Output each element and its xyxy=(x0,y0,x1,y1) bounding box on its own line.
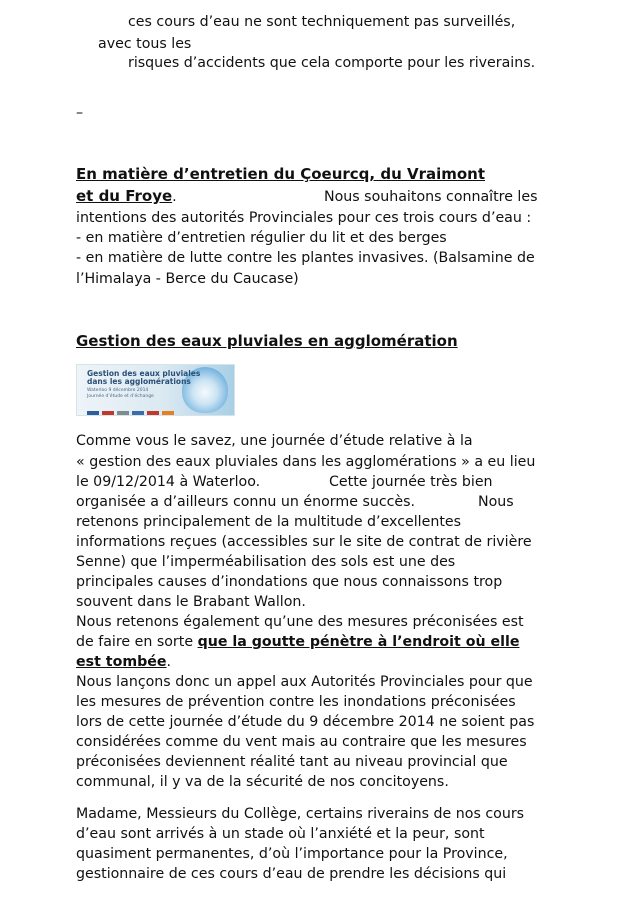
banner-title-line2: dans les agglomérations xyxy=(87,377,191,386)
text-line: « gestion des eaux pluviales dans les agglomérations » a eu lieu xyxy=(76,454,536,470)
text-line: informations reçues (accessibles sur le site de contrat de rivière xyxy=(76,534,532,550)
text-line: Nous retenons également qu’une des mesures préconisées est xyxy=(76,614,524,630)
text-fragment: de faire en sorte xyxy=(76,634,198,650)
text-line: quasiment permanentes, d’où l’importance pour la Province, xyxy=(76,846,508,862)
text-line: lors de cette journée d’étude du 9 décembre 2014 ne soient pas xyxy=(76,714,535,730)
text-line: considérées comme du vent mais au contraire que les mesures xyxy=(76,734,527,750)
text-line: souvent dans le Brabant Wallon. xyxy=(76,594,306,610)
text-line: avec tous les xyxy=(98,36,192,52)
logo-icon xyxy=(87,411,99,416)
text-line: Comme vous le savez, une journée d’étude relative à la xyxy=(76,433,473,449)
banner-subtitle2: Journée d’étude et d’échange xyxy=(87,394,154,399)
text-line: ces cours d’eau ne sont techniquement pas surveillés, xyxy=(128,14,516,30)
text-line: Cette journée très bien xyxy=(329,474,493,490)
intro-text: Nous souhaitons connaître les xyxy=(324,189,538,205)
text-line: Nous xyxy=(478,494,514,510)
text-line: l’Himalaya - Berce du Caucase) xyxy=(76,271,299,287)
text-line: principales causes d’inondations que nous connaissons trop xyxy=(76,574,503,590)
text-line: - en matière d’entretien régulier du lit et des berges xyxy=(76,230,447,246)
dash-mark: – xyxy=(76,105,84,121)
text-line: Senne) que l’imperméabilisation des sols est une des xyxy=(76,554,456,570)
emphasis-text: que la goutte pénètre à l’endroit où elle xyxy=(197,634,520,650)
section-heading-line2-wrap xyxy=(76,186,177,207)
logo-icon xyxy=(102,411,114,416)
heading-period: . xyxy=(172,189,177,205)
text-line: Madame, Messieurs du Collège, certains riverains de nos cours xyxy=(76,806,525,822)
section-heading-entretien-line2: et du Froye xyxy=(76,187,173,205)
text-line: risques d’accidents que cela comporte pour les riverains. xyxy=(128,55,536,71)
text-line: organisée a d’ailleurs connu un énorme succès. xyxy=(76,494,416,510)
text-line: communal, il y va de la sécurité de nos concitoyens. xyxy=(76,774,449,790)
text-line: gestionnaire de ces cours d’eau de prendre les décisions qui xyxy=(76,866,507,882)
banner-title-line1: Gestion des eaux pluviales xyxy=(87,369,201,378)
text-fragment: . xyxy=(166,654,172,670)
text-line: les mesures de prévention contre les inondations préconisées xyxy=(76,694,516,710)
logo-icon xyxy=(132,411,144,416)
logo-icon xyxy=(162,411,174,416)
text-line: Nous lançons donc un appel aux Autorités Provinciales pour que xyxy=(76,674,533,690)
text-line: retenons principalement de la multitude d’excellentes xyxy=(76,514,462,530)
partner-logos xyxy=(87,403,187,411)
text-line-emphasis xyxy=(76,652,171,672)
text-line: préconisées deviennent réalité tant au niveau provincial que xyxy=(76,754,508,770)
text-line-emphasis xyxy=(76,632,519,652)
logo-icon xyxy=(147,411,159,416)
banner-subtitle1: Waterloo 9 décembre 2014 xyxy=(87,388,149,393)
text-line: d’eau sont arrivés à un stade où l’anxiété et la peur, sont xyxy=(76,826,485,842)
section-heading-gestion: Gestion des eaux pluviales en agglomération xyxy=(76,332,458,350)
text-line: intentions des autorités Provinciales pour ces trois cours d’eau : xyxy=(76,210,532,226)
text-line: - en matière de lutte contre les plantes invasives. (Balsamine de xyxy=(76,250,535,266)
conference-banner-image xyxy=(76,364,235,416)
section-heading-entretien: En matière d’entretien du Çoeurcq, du Vraimont xyxy=(76,165,486,183)
emphasis-text: est tombée xyxy=(76,654,167,670)
text-line: le 09/12/2014 à Waterloo. xyxy=(76,474,261,490)
logo-icon xyxy=(117,411,129,416)
